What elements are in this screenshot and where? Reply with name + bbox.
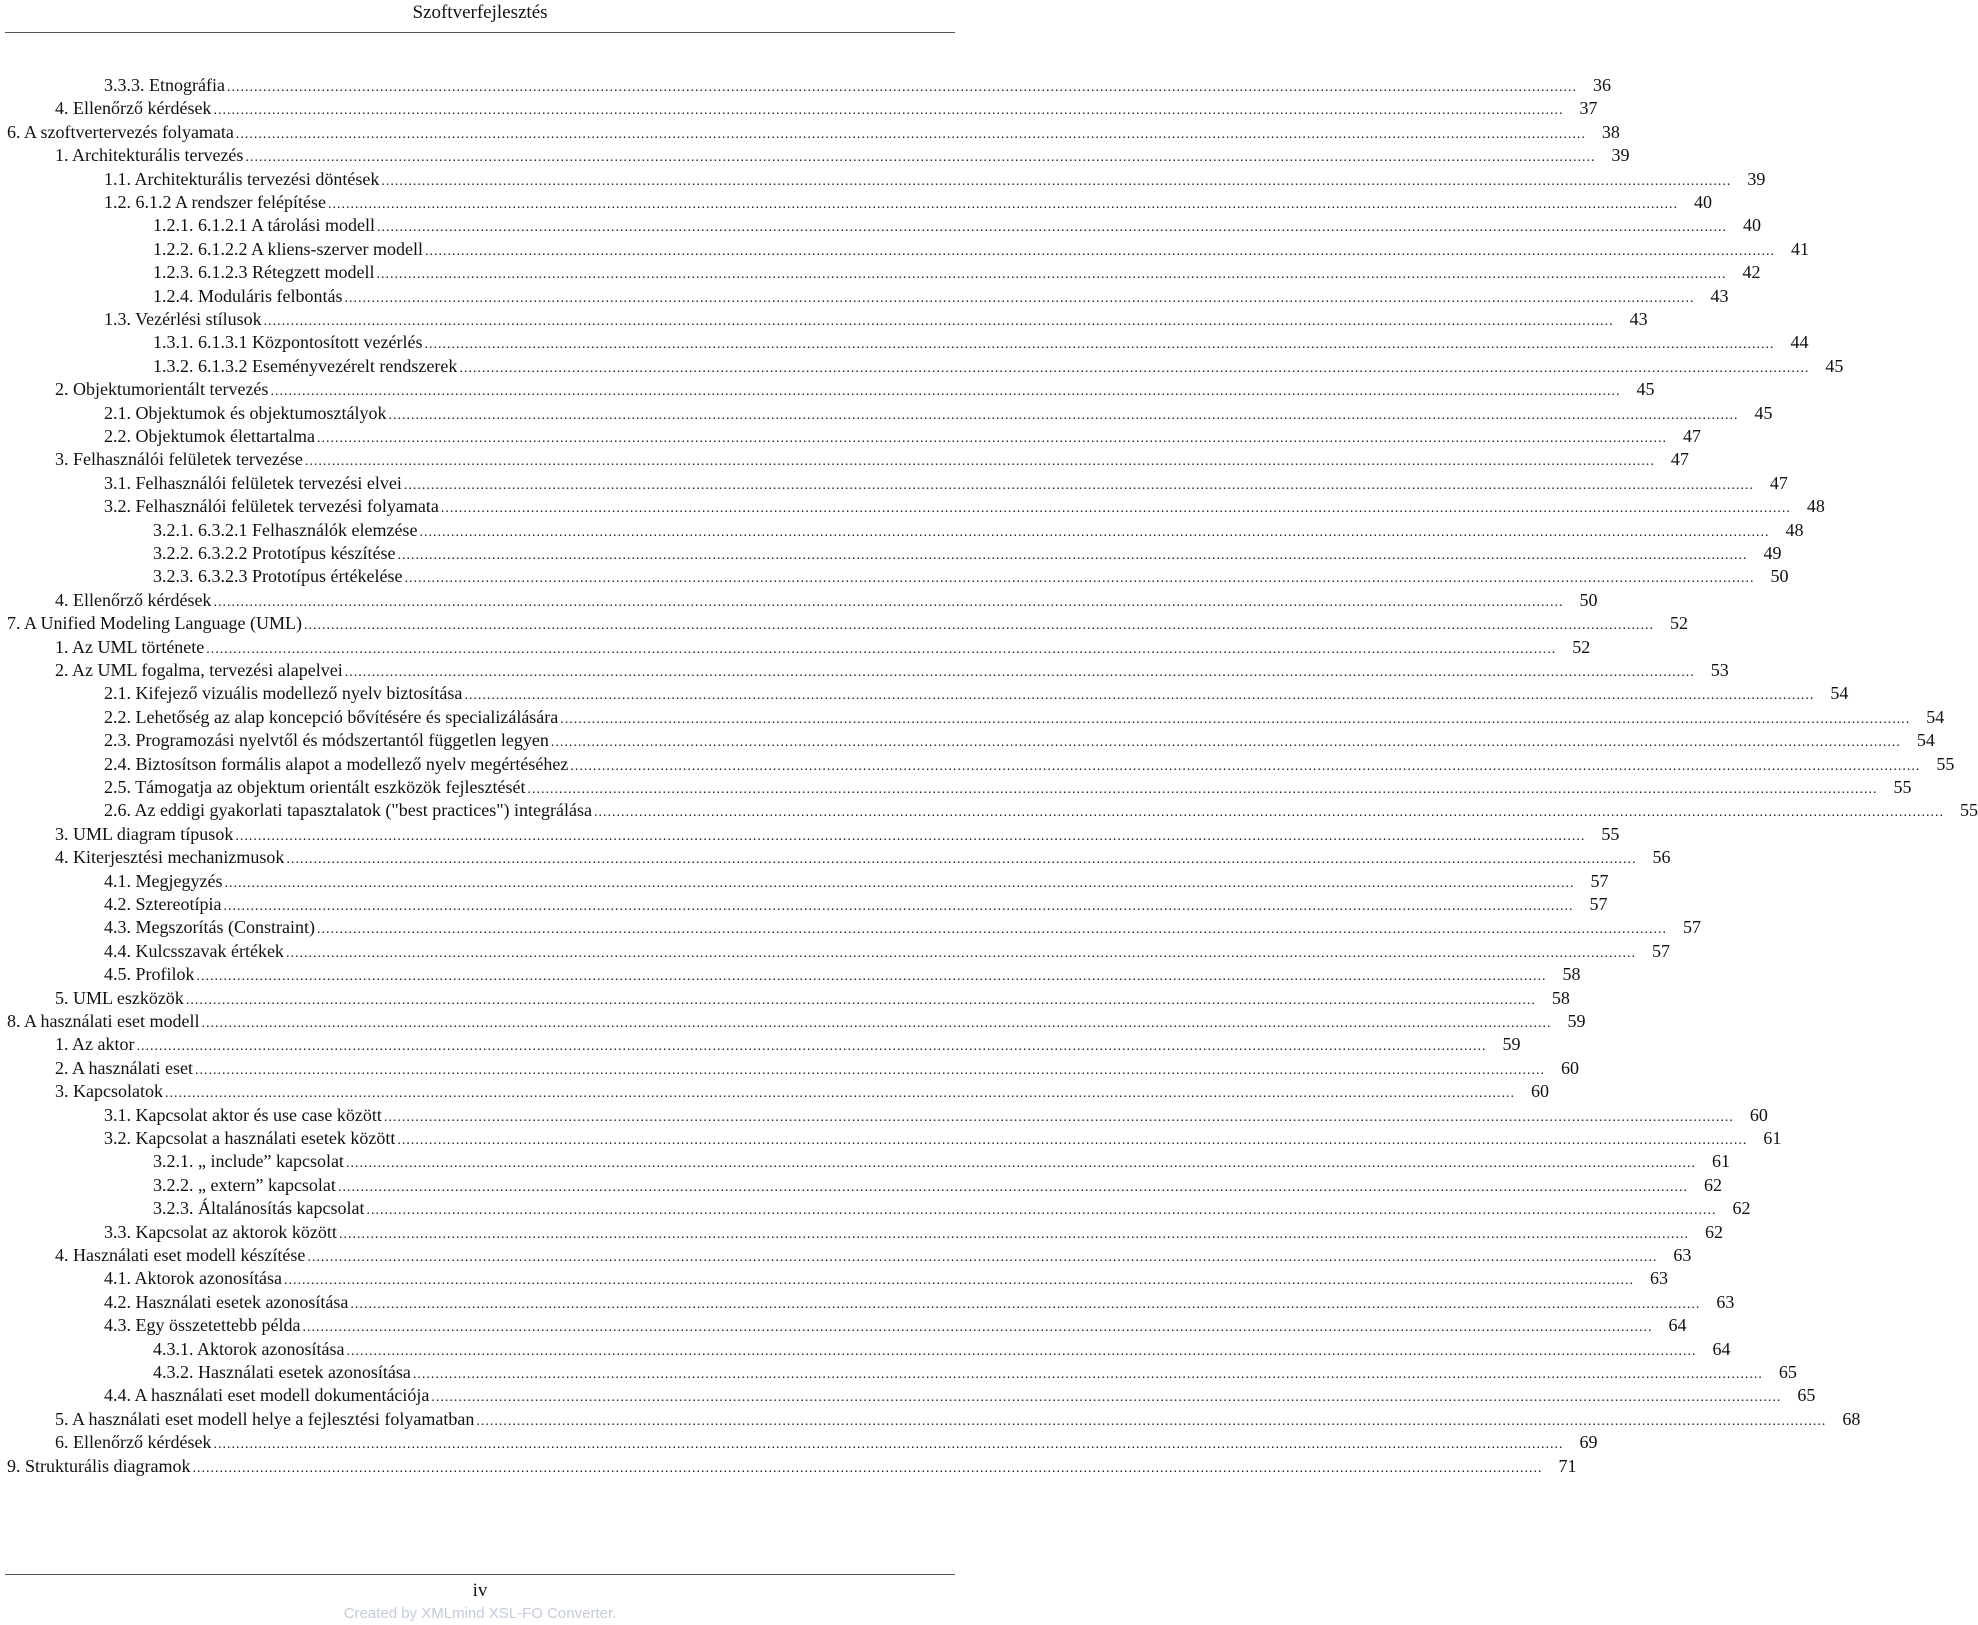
toc-entry[interactable] [7,1454,1577,1478]
toc-entry-page-number: 45 [1754,402,1773,423]
toc-entry[interactable] [104,471,1788,495]
toc-dot-leader: ............................................................................................................................................................................................................................................................................................................ [338,1226,1689,1242]
toc-dot-leader: ............................................................................................................................................................................................................................................................................................................ [431,1390,1782,1406]
toc-entry[interactable] [153,1337,1731,1361]
toc-entry-label: 6. Ellenőrző kérdések [55,1432,212,1453]
toc-entry-label: 3.2.2. „ extern” kapcsolat [153,1174,336,1195]
toc-dot-leader: ............................................................................................................................................................................................................................................................................................................ [404,571,1755,587]
toc-entry-label: 4.1. Megjegyzés [104,870,223,891]
toc-entry-label: 4.4. Kulcsszavak értékek [104,940,284,961]
toc-dot-leader: ............................................................................................................................................................................................................................................................................................................ [476,1413,1827,1429]
toc-dot-leader: ............................................................................................................................................................................................................................................................................................................ [213,103,1564,119]
toc-entry[interactable] [104,728,1935,752]
toc-entry-label: 3. Felhasználói felületek tervezése [55,449,303,470]
toc-entry[interactable] [104,1266,1668,1290]
toc-dot-leader: ............................................................................................................................................................................................................................................................................................................ [376,267,1727,283]
toc-entry[interactable] [104,167,1766,191]
toc-entry-page-number: 63 [1649,1268,1668,1289]
toc-dot-leader: ............................................................................................................................................................................................................................................................................................................ [196,969,1547,985]
toc-entry-label: 4.4. A használati eset modell dokumentációja [104,1385,430,1406]
toc-entry-page-number: 40 [1693,192,1712,212]
toc-dot-leader: ............................................................................................................................................................................................................................................................................................................ [337,1179,1688,1195]
toc-entry-label: 3.1. Felhasználói felületek tervezési elvei [104,472,402,493]
toc-entry-label: 4. Használati eset modell készítése [55,1245,306,1265]
toc-entry-label: 2.2. Objektumok élettartalma [104,426,315,446]
toc-dot-leader: ............................................................................................................................................................................................................................................................................................................ [136,1039,1487,1055]
toc-entry-page-number: 61 [1711,1151,1730,1172]
toc-entry[interactable] [104,775,1912,799]
toc-entry-page-number: 57 [1651,940,1670,961]
toc-dot-leader: ............................................................................................................................................................................................................................................................................................................ [224,875,1575,891]
toc-entry-label: 2.3. Programozási nyelvtől és módszertantól független legyen [104,730,549,751]
toc-entry-label: 8. A használati eset modell [7,1011,200,1031]
toc-entry-label: 2.2. Lehetőség az alap koncepció bővítésére és specializálására [104,706,559,727]
toc-entry[interactable] [104,1126,1782,1150]
page-number: iv [472,1580,488,1601]
toc-entry-label: 1.3. Vezérlési stílusok [104,309,262,329]
toc-dot-leader: ............................................................................................................................................................................................................................................................................................................ [345,1156,1696,1172]
toc-entry[interactable] [55,1243,1692,1267]
toc-entry-page-number: 68 [1842,1408,1861,1429]
toc-entry-label: 1. Az aktor [55,1034,135,1055]
toc-entry[interactable] [104,401,1773,425]
toc-entry-label: 7. A Unified Modeling Language (UML) [7,613,302,634]
toc-dot-leader: ............................................................................................................................................................................................................................................................................................................ [383,1109,1734,1125]
toc-entry-label: 2.1. Kifejező vizuális modellező nyelv biztosítása [104,683,463,704]
toc-entry-label: 1.2. 6.1.2 A rendszer felépítése [104,192,326,212]
toc-entry-label: 4.2. Használati esetek azonosítása [104,1291,349,1312]
toc-entry-label: 1.2.3. 6.1.2.3 Rétegzett modell [153,262,375,283]
toc-dot-leader: ............................................................................................................................................................................................................................................................................................................ [570,758,1921,774]
toc-entry-page-number: 45 [1825,355,1844,376]
toc-dot-leader: ............................................................................................................................................................................................................................................................................................................ [194,1062,1545,1078]
toc-entry[interactable] [153,518,1804,542]
toc-entry[interactable] [153,541,1782,565]
toc-entry-label: 4.3. Egy összetettebb példa [104,1315,301,1336]
toc-entry-page-number: 52 [1572,636,1591,657]
toc-entry-page-number: 59 [1502,1034,1521,1055]
toc-entry-page-number: 55 [1936,753,1955,774]
toc-entry-label: 2.5. Támogatja az objektum orientált eszközök fejlesztését [104,777,526,797]
toc-entry[interactable] [104,798,1978,822]
toc-entry-page-number: 56 [1652,847,1671,868]
toc-entry[interactable] [104,424,1701,448]
toc-entry-label: 1.3.1. 6.1.3.1 Központosított vezérlés [153,332,423,353]
toc-entry-page-number: 53 [1710,660,1729,680]
toc-entry-page-number: 57 [1682,917,1701,938]
toc-entry[interactable] [104,1103,1768,1127]
toc-entry[interactable] [104,939,1670,963]
toc-entry-label: 1. Architekturális tervezés [55,145,244,166]
toc-entry-page-number: 42 [1742,262,1761,283]
toc-entry-label: 4.3.1. Aktorok azonosítása [153,1338,345,1359]
toc-dot-leader: ............................................................................................................................................................................................................................................................................................................ [440,501,1791,517]
toc-entry[interactable] [104,1290,1735,1314]
toc-entry[interactable] [153,1360,1797,1384]
toc-dot-leader: ............................................................................................................................................................................................................................................................................................................ [366,1203,1717,1219]
toc-entry[interactable] [55,1430,1598,1454]
toc-entry-label: 3.2.1. „ include” kapcsolat [153,1151,344,1172]
toc-dot-leader: ............................................................................................................................................................................................................................................................................................................ [302,1320,1653,1336]
toc-entry-label: 1. Az UML története [55,636,205,657]
toc-entry-page-number: 43 [1629,309,1648,329]
toc-dot-leader: ............................................................................................................................................................................................................................................................................................................ [286,852,1637,868]
toc-entry-page-number: 63 [1716,1291,1735,1312]
toc-dot-leader: ............................................................................................................................................................................................................................................................................................................ [381,173,1732,189]
toc-entry[interactable] [104,1313,1687,1337]
toc-entry-label: 1.2.1. 6.1.2.1 A tárolási modell [153,215,375,236]
toc-entry-page-number: 69 [1579,1432,1598,1453]
toc-dot-leader: ............................................................................................................................................................................................................................................................................................................ [403,477,1754,493]
converter-credit: Created by XMLmind XSL-FO Converter. [343,1605,617,1622]
toc-entry-label: 3.3.3. Etnográfia [104,75,225,95]
toc-entry-page-number: 58 [1551,987,1570,1008]
toc-entry-page-number: 61 [1763,1128,1782,1148]
running-header-title: Szoftverfejlesztés [412,2,548,23]
toc-entry[interactable] [153,330,1809,354]
toc-entry-label: 1.2.2. 6.1.2.2 A kliens-szerver modell [153,238,423,259]
footer-divider [5,1574,955,1575]
toc-dot-leader: ............................................................................................................................................................................................................................................................................................................ [226,80,1577,95]
toc-dot-leader: ............................................................................................................................................................................................................................................................................................................ [397,1133,1748,1148]
toc-entry-page-number: 55 [1893,777,1912,797]
toc-entry[interactable] [55,635,1591,659]
toc-entry-page-number: 62 [1732,1198,1751,1219]
toc-entry[interactable] [104,869,1609,893]
toc-entry-label: 4.1. Aktorok azonosítása [104,1268,282,1289]
toc-entry-page-number: 50 [1770,566,1789,587]
toc-entry-page-number: 39 [1747,168,1766,189]
toc-entry-page-number: 43 [1710,285,1729,306]
toc-entry[interactable] [104,190,1712,214]
toc-entry-label: 3.2.3. Általánosítás kapcsolat [153,1198,365,1219]
toc-entry[interactable] [153,284,1729,308]
toc-entry[interactable] [104,1220,1723,1244]
toc-dot-leader: ............................................................................................................................................................................................................................................................................................................ [245,150,1596,166]
toc-entry-label: 6. A szoftvertervezés folyamata [7,121,234,142]
toc-entry[interactable] [104,494,1825,518]
toc-dot-leader: ............................................................................................................................................................................................................................................................................................................ [213,1437,1564,1453]
toc-entry-label: 2. A használati eset [55,1057,193,1078]
toc-entry-label: 5. A használati eset modell helye a fejlesztési folyamatban [55,1408,475,1429]
toc-entry-label: 3. UML diagram típusok [55,823,234,844]
toc-entry-label: 2. Az UML fogalma, tervezési alapelvei [55,660,343,680]
toc-dot-leader: ............................................................................................................................................................................................................................................................................................................ [424,243,1775,259]
toc-entry[interactable] [7,120,1620,144]
toc-entry[interactable] [153,213,1761,237]
toc-dot-leader: ............................................................................................................................................................................................................................................................................................................ [223,899,1574,914]
toc-entry-page-number: 62 [1704,1221,1723,1242]
toc-entry[interactable] [104,915,1701,939]
toc-entry-label: 3.2.1. 6.3.2.1 Felhasználók elemzése [153,519,418,540]
toc-entry[interactable] [153,237,1809,261]
toc-entry-page-number: 57 [1589,894,1608,914]
toc-entry[interactable] [55,588,1598,612]
toc-entry[interactable] [55,822,1620,846]
toc-dot-leader: ............................................................................................................................................................................................................................................................................................................ [388,407,1739,423]
toc-entry[interactable] [104,307,1648,331]
toc-dot-leader: ............................................................................................................................................................................................................................................................................................................ [412,1367,1763,1382]
toc-dot-leader: ............................................................................................................................................................................................................................................................................................................ [527,782,1878,797]
toc-entry-label: 5. UML eszközök [55,987,184,1008]
toc-entry-page-number: 38 [1601,121,1620,142]
toc-entry[interactable] [104,892,1608,916]
toc-dot-leader: ............................................................................................................................................................................................................................................................................................................ [316,922,1667,938]
toc-dot-leader: ............................................................................................................................................................................................................................................................................................................ [235,126,1586,142]
toc-entry-page-number: 47 [1682,426,1701,446]
toc-entry-label: 1.2.4. Moduláris felbontás [153,285,343,306]
toc-entry-page-number: 36 [1592,75,1611,95]
toc-entry-label: 4.3.2. Használati esetek azonosítása [153,1362,411,1382]
toc-entry[interactable] [7,611,1688,635]
toc-entry[interactable] [55,447,1689,471]
toc-entry[interactable] [104,681,1849,705]
toc-entry-label: 4. Ellenőrző kérdések [55,98,212,119]
toc-dot-leader: ............................................................................................................................................................................................................................................................................................................ [307,1250,1658,1265]
toc-entry-page-number: 41 [1790,238,1809,259]
header-divider [5,32,955,33]
toc-entry[interactable] [55,1032,1521,1056]
toc-dot-leader: ............................................................................................................................................................................................................................................................................................................ [316,431,1667,446]
toc-dot-leader: ............................................................................................................................................................................................................................................................................................................ [235,828,1586,844]
toc-entry[interactable] [55,845,1671,869]
toc-entry[interactable] [55,658,1729,682]
toc-dot-leader: ............................................................................................................................................................................................................................................................................................................ [283,1273,1634,1289]
toc-entry-page-number: 60 [1530,1081,1549,1102]
toc-entry-label: 3.2. Kapcsolat a használati esetek között [104,1128,396,1148]
toc-entry-page-number: 60 [1560,1057,1579,1078]
toc-entry[interactable] [153,260,1761,284]
toc-entry-label: 2.4. Biztosítson formális alapot a modellező nyelv megértéséhez [104,753,569,774]
toc-entry-page-number: 48 [1806,496,1825,517]
toc-entry-label: 4. Ellenőrző kérdések [55,589,212,610]
toc-entry-page-number: 44 [1790,332,1809,353]
toc-entry-page-number: 54 [1916,730,1935,751]
toc-entry-page-number: 50 [1579,589,1598,610]
toc-entry[interactable] [55,986,1570,1010]
toc-entry-page-number: 55 [1960,800,1978,821]
toc-entry[interactable] [153,1196,1751,1220]
toc-dot-leader: ............................................................................................................................................................................................................................................................................................................ [419,524,1770,540]
toc-dot-leader: ............................................................................................................................................................................................................................................................................................................ [464,688,1815,704]
toc-entry-page-number: 64 [1668,1315,1687,1336]
toc-entry[interactable] [153,564,1789,588]
toc-entry[interactable] [55,96,1598,120]
toc-entry[interactable] [153,354,1844,378]
toc-entry-label: 1.3.2. 6.1.3.2 Eseményvezérelt rendszerek [153,355,458,376]
toc-entry-page-number: 65 [1797,1385,1816,1406]
toc-entry-page-number: 58 [1562,964,1581,985]
toc-entry-page-number: 54 [1926,706,1945,727]
toc-entry-page-number: 47 [1769,472,1788,493]
toc-dot-leader: ............................................................................................................................................................................................................................................................................................................ [206,641,1557,657]
toc-entry[interactable] [7,1009,1586,1033]
toc-entry-page-number: 60 [1749,1104,1768,1125]
toc-entry-label: 4.2. Sztereotípia [104,894,222,914]
toc-entry[interactable] [104,73,1611,97]
toc-entry[interactable] [104,962,1581,986]
toc-entry-page-number: 65 [1778,1362,1797,1382]
toc-entry-page-number: 63 [1673,1245,1692,1265]
toc-dot-leader: ............................................................................................................................................................................................................................................................................................................ [346,1343,1697,1359]
toc-dot-leader: ............................................................................................................................................................................................................................................................................................................ [304,454,1655,470]
toc-entry-label: 2. Objektumorientált tervezés [55,379,269,400]
toc-dot-leader: ............................................................................................................................................................................................................................................................................................................ [327,197,1678,212]
toc-entry-page-number: 49 [1763,543,1782,563]
toc-entry[interactable] [55,1056,1579,1080]
toc-entry[interactable] [104,752,1955,776]
toc-entry-page-number: 62 [1703,1174,1722,1195]
toc-dot-leader: ............................................................................................................................................................................................................................................................................................................ [164,1086,1515,1102]
toc-entry-page-number: 54 [1830,683,1849,704]
page-header [0,0,960,30]
toc-entry-label: 3.1. Kapcsolat aktor és use case között [104,1104,382,1125]
toc-entry-page-number: 48 [1785,519,1804,540]
toc-entry-label: 4. Kiterjesztési mechanizmusok [55,847,285,868]
toc-entry[interactable] [55,1079,1549,1103]
toc-entry[interactable] [55,377,1655,401]
toc-dot-leader: ............................................................................................................................................................................................................................................................................................................ [285,945,1636,961]
toc-dot-leader: ............................................................................................................................................................................................................................................................................................................ [424,337,1775,353]
toc-dot-leader: ............................................................................................................................................................................................................................................................................................................ [459,360,1810,376]
toc-entry-label: 3.3. Kapcsolat az aktorok között [104,1221,337,1242]
toc-entry-label: 3. Kapcsolatok [55,1081,163,1102]
toc-dot-leader: ............................................................................................................................................................................................................................................................................................................ [185,992,1536,1008]
toc-entry-page-number: 39 [1611,145,1630,166]
toc-dot-leader: ............................................................................................................................................................................................................................................................................................................ [270,384,1621,400]
toc-dot-leader: ............................................................................................................................................................................................................................................................................................................ [213,594,1564,610]
toc-entry-page-number: 52 [1669,613,1688,634]
toc-dot-leader: ............................................................................................................................................................................................................................................................................................................ [201,1016,1552,1031]
toc-dot-leader: ............................................................................................................................................................................................................................................................................................................ [550,735,1901,751]
toc-entry-label: 1.1. Architekturális tervezési döntések [104,168,380,189]
toc-entry-page-number: 37 [1579,98,1598,119]
toc-dot-leader: ............................................................................................................................................................................................................................................................................................................ [303,618,1654,634]
toc-entry-page-number: 64 [1712,1338,1731,1359]
toc-entry[interactable] [104,705,1945,729]
toc-dot-leader: ............................................................................................................................................................................................................................................................................................................ [397,548,1748,563]
toc-entry-page-number: 45 [1636,379,1655,400]
toc-entry[interactable] [153,1173,1722,1197]
toc-entry-page-number: 55 [1601,823,1620,844]
toc-entry-label: 3.2. Felhasználói felületek tervezési folyamata [104,496,439,517]
toc-dot-leader: ............................................................................................................................................................................................................................................................................................................ [344,290,1695,306]
toc-dot-leader: ............................................................................................................................................................................................................................................................................................................ [263,314,1614,329]
toc-dot-leader: ............................................................................................................................................................................................................................................................................................................ [594,805,1945,821]
toc-dot-leader: ............................................................................................................................................................................................................................................................................................................ [560,711,1911,727]
toc-dot-leader: ............................................................................................................................................................................................................................................................................................................ [344,665,1695,680]
toc-entry[interactable] [153,1149,1730,1173]
toc-entry-label: 9. Strukturális diagramok [7,1455,191,1476]
toc-entry[interactable] [55,1407,1861,1431]
toc-entry[interactable] [104,1383,1816,1407]
toc-entry-page-number: 59 [1567,1011,1586,1031]
toc-dot-leader: ............................................................................................................................................................................................................................................................................................................ [377,220,1727,236]
toc-entry-page-number: 47 [1670,449,1689,470]
toc-entry-label: 2.6. Az eddigi gyakorlati tapasztalatok ("best practices") integrálása [104,800,593,821]
toc-entry-label: 3.2.3. 6.3.2.3 Prototípus értékelése [153,566,403,587]
toc-dot-leader: ............................................................................................................................................................................................................................................................................................................ [192,1460,1543,1476]
toc-dot-leader: ............................................................................................................................................................................................................................................................................................................ [350,1296,1701,1312]
toc-entry-label: 4.3. Megszorítás (Constraint) [104,917,315,938]
toc-entry-label: 4.5. Profilok [104,964,195,985]
toc-entry-page-number: 40 [1743,215,1761,236]
toc-entry-page-number: 57 [1590,870,1609,891]
toc-entry-label: 2.1. Objektumok és objektumosztályok [104,402,387,423]
toc-entry-page-number: 71 [1558,1455,1577,1476]
toc-entry[interactable] [55,143,1630,167]
toc-entry-label: 3.2.2. 6.3.2.2 Prototípus készítése [153,543,396,563]
